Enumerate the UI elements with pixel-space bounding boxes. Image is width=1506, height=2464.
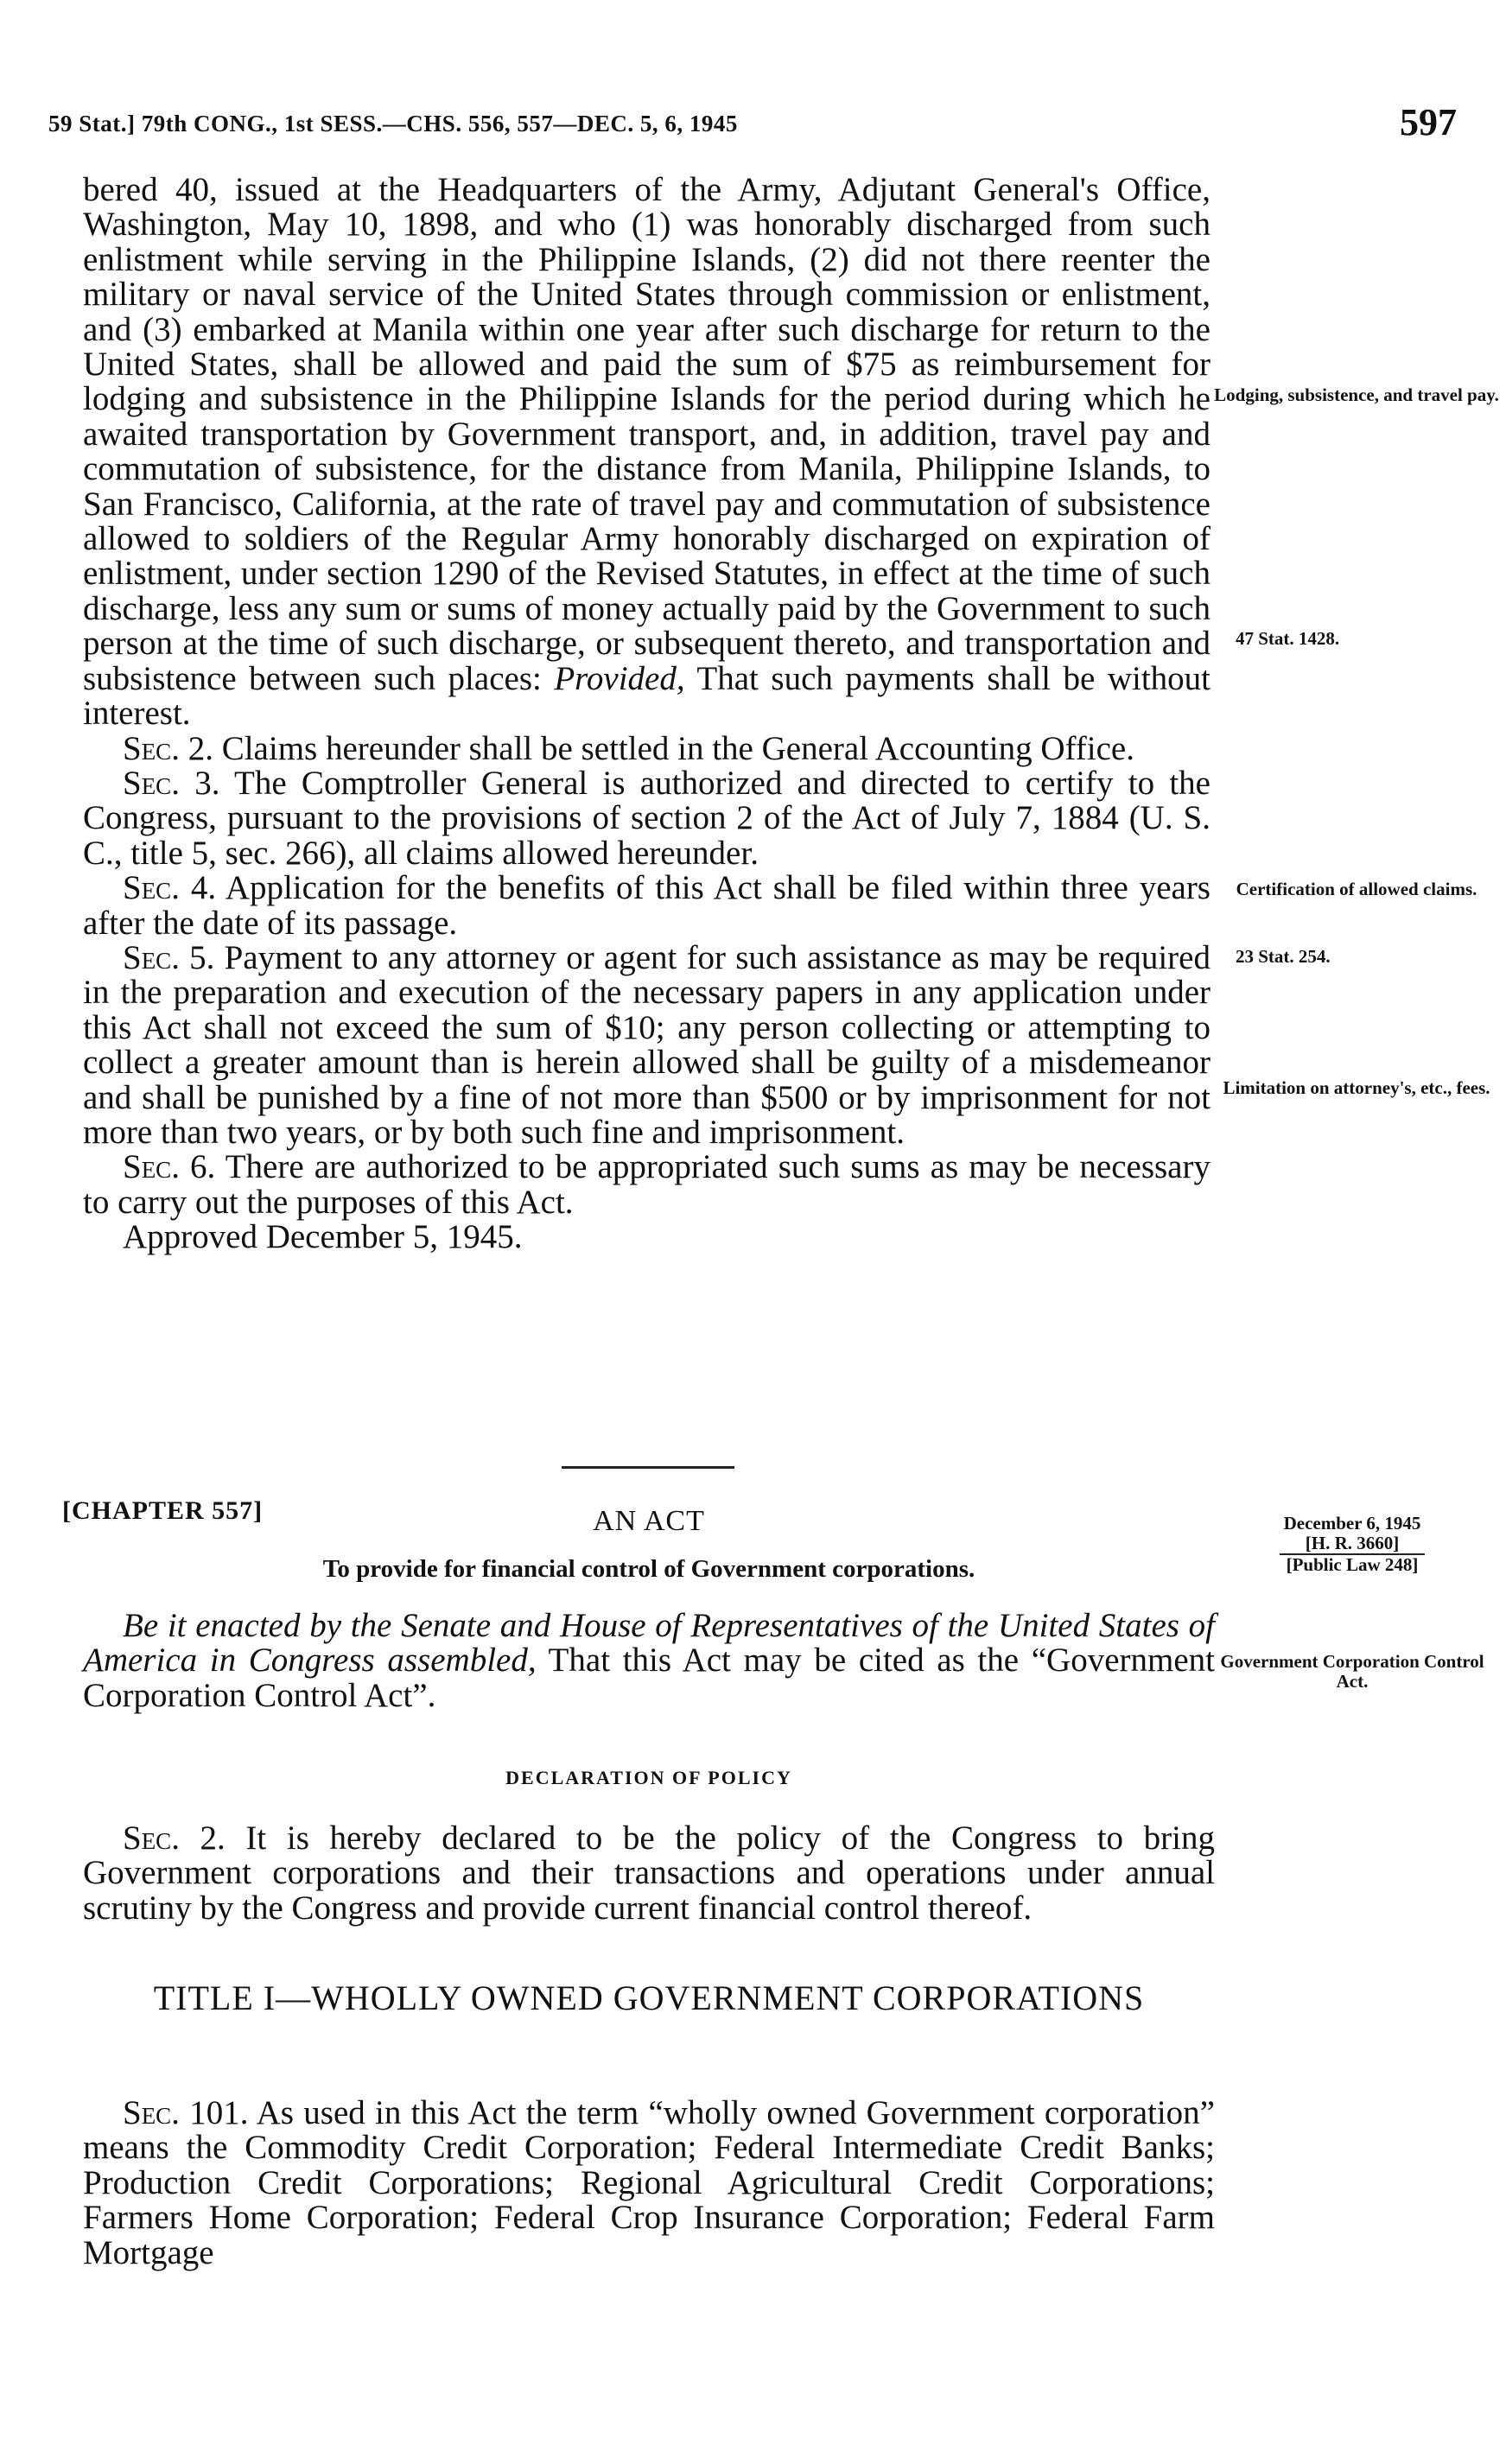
section-text: The Comptroller General is authorized and directed to certify to the Congress, pursuant to the provisions of section 2 of the Act of July 7, 1884 (U. S. C., title 5, sec. 266), all claims allowed hereunder. <box>83 764 1211 872</box>
date-note: December 6, 1945 <box>1283 1513 1421 1534</box>
chapter-label: [CHAPTER 557] <box>62 1496 264 1525</box>
chapter-556-body <box>83 173 1211 1255</box>
margin-note-certification: Certification of allowed claims. <box>1236 879 1477 899</box>
declaration-heading: DECLARATION OF POLICY <box>505 1767 792 1788</box>
public-law-note <box>1210 1553 1495 1575</box>
title-heading: TITLE I—WHOLLY OWNED GOVERNMENT CORPORATIONS <box>153 1978 1145 2017</box>
enacting-clause <box>83 1609 1215 1713</box>
provided-rest: That such payments shall be without interest. <box>83 659 1211 733</box>
section-5 <box>83 938 1211 1151</box>
section-text: There are authorized to be appropriated such sums as may be necessary to carry out the purposes of this Act. <box>83 1148 1211 1221</box>
section-text: Claims hereunder shall be settled in the General Accounting Office. <box>213 729 1134 767</box>
section-text: Application for the benefits of this Act shall be filed within three years after the date of its passage. <box>83 869 1211 942</box>
approved-line: Approved December 5, 1945. <box>123 1218 523 1256</box>
opening-text: bered 40, issued at the Headquarters of the Army, Adjutant General's Office, Washington, May 10, 1898, and who (1) was honorably discharged from such enlistment while serving in the Philippine Islands, (2) did not there reenter the military or naval service of the United States through commission or enlistment, and (3) embarked at Manila within one year after such discharge for return to the United States, shall be allowed and paid the sum of $75 as reimbursement for lodging and subsistence in the Philippine Islands for the period during which he awaited transportation by Government transport, and, in addition, travel pay and commutation of subsistence, for the distance from Manila, Philippine Islands, to San Francisco, California, at the rate of travel pay and commutation of subsistence allowed to soldiers of the Regular Army honorably discharged on expiration of enlistment, under section 1290 of the Revised Statutes, in effect at the time of such discharge, less any sum or sums of money actually paid by the Government to such person at the time of such discharge, or subsequent thereto, and transportation and subsistence between such places: <box>83 171 1211 697</box>
margin-note-lodging: Lodging, subsistence, and travel pay. <box>1214 384 1499 405</box>
act-title: AN ACT <box>593 1505 705 1537</box>
section-divider <box>562 1466 734 1469</box>
page-number: 597 <box>1400 101 1457 143</box>
declaration-section <box>83 1821 1215 1926</box>
running-header: 59 Stat.] 79th CONG., 1st SESS.—CHS. 556, 557—DEC. 5, 6, 1945 <box>48 111 738 137</box>
provided-italic: Provided, <box>554 659 685 697</box>
section-2 <box>83 729 1211 767</box>
section-101 <box>83 2096 1215 2270</box>
margin-note-short-title: Government Corporation Control Act. <box>1220 1651 1484 1692</box>
enacting-rest: That this Act may be cited as the “Government Corporation Control Act”. <box>83 1642 1215 1714</box>
section-label: Sec. 4. <box>123 869 217 907</box>
section-101-block <box>83 2096 1215 2270</box>
enacting-italic: Be it enacted by the Senate and House of Representatives of the United States of America in Congress assembled, <box>83 1607 1215 1680</box>
section-label: Sec. 2. <box>123 729 213 767</box>
section-label: Sec. 101. <box>123 2094 249 2131</box>
opening-paragraph <box>83 173 1211 732</box>
section-label: Sec. 2. <box>123 1819 226 1857</box>
margin-note-47-stat: 47 Stat. 1428. <box>1236 628 1340 649</box>
margin-note-date <box>1210 1514 1495 1575</box>
section-6 <box>83 1150 1211 1220</box>
section-text: It is hereby declared to be the policy of the Congress to bring Government corporations and their transactions and operations under annual scrutiny by the Congress and provide current financial control thereof. <box>83 1819 1215 1927</box>
section-label: Sec. 3. <box>123 764 220 802</box>
section-label: Sec. 5. <box>123 938 215 976</box>
section-2-policy <box>83 1821 1215 1926</box>
section-3 <box>83 766 1211 871</box>
section-label: Sec. 6. <box>123 1148 216 1186</box>
section-4 <box>83 871 1211 941</box>
section-text: As used in this Act the term “wholly owned Government corporation” means the Commodity Credit Corporation; Federal Intermediate Credit Banks; Production Credit Corporations; Regional Agricultural Credit Corporations; Farmers Home Corporation; Federal Crop Insurance Corporation; Federal Farm Mortgage <box>83 2094 1215 2271</box>
enacting-paragraph <box>83 1609 1215 1713</box>
public-law-text: [Public Law 248] <box>1280 1553 1426 1575</box>
margin-note-limitation: Limitation on attorney's, etc., fees. <box>1223 1077 1490 1098</box>
section-text: Payment to any attorney or agent for such assistance as may be required in the preparation and execution of the necessary papers in any application under this Act shall not exceed the sum of $10; any person collecting or attempting to collect a greater amount than is herein allowed shall be guilty of a misdemeanor and shall be punished by a fine of not more than $500 or by imprisonment for not more than two years, or by both such fine and imprisonment. <box>83 938 1211 1151</box>
act-subtitle: To provide for financial control of Government corporations. <box>322 1555 975 1583</box>
margin-note-23-stat: 23 Stat. 254. <box>1236 946 1331 967</box>
bill-note: [H. R. 3660] <box>1305 1533 1400 1553</box>
